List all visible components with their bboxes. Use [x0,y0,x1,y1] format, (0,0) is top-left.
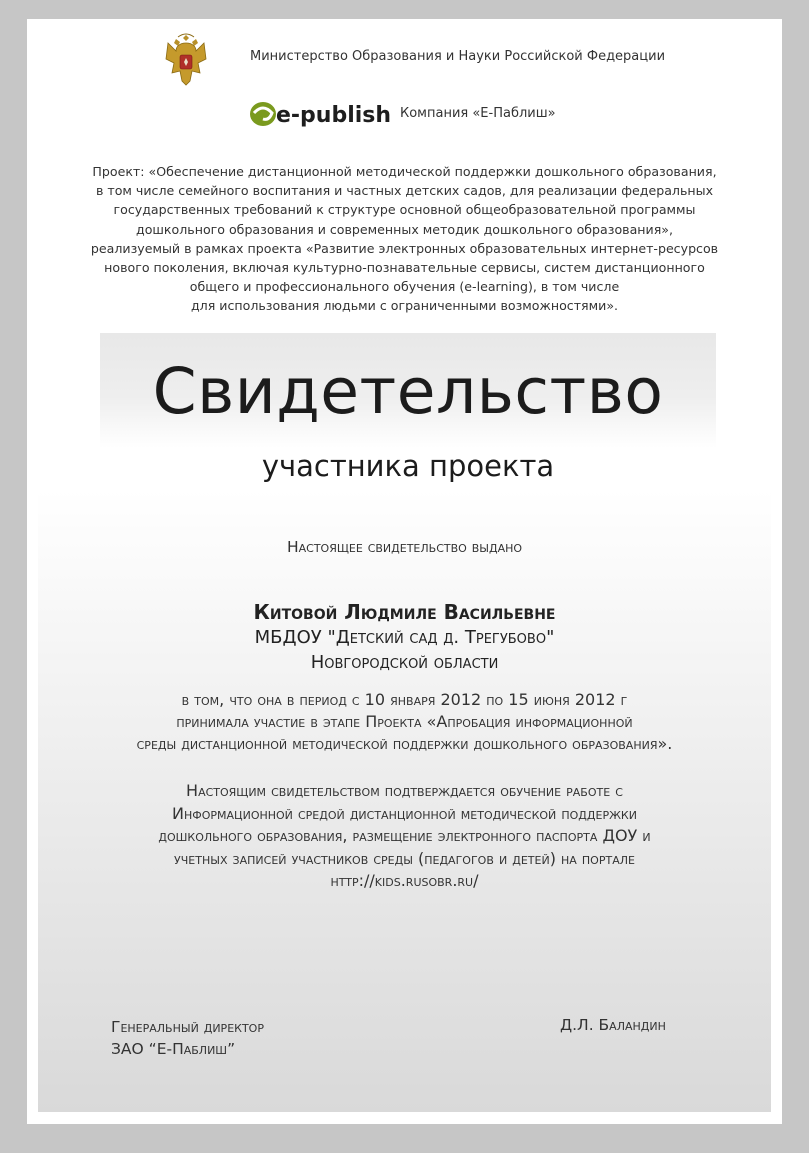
signatory-name: Д.Л. Баландин [560,1016,666,1034]
body-line: среды дистанционной методической поддержки дошкольного образования». [136,734,673,753]
recipient-block [0,600,809,675]
body-line: учетных записей участников среды (педагогов и детей) на портале [174,848,635,868]
project-line: общего и профессионального обучения (e-learning), в том числе [189,279,620,295]
recipient-region: Новгородской области [310,652,499,673]
certificate-subtitle: участника проекта [261,449,555,483]
body-line: Информационной средой дистанционной методической поддержки [172,803,637,823]
project-line: Проект: «Обеспечение дистанционной методической поддержки дошкольного образования, [92,164,717,179]
e-publish-logo [248,97,392,129]
body-line: дошкольного образования, размещение электронного паспорта ДОУ и [158,826,651,845]
company-line: ЗАО “Е-Паблиш” [111,1040,236,1058]
issued-to-label: Настоящее свидетельство выдано [286,538,523,556]
recipient-organization: МБДОУ "Детский сад д. Трегубово" [254,627,555,648]
confirmation-text [0,780,809,893]
logo-text: e-publish [276,103,392,128]
company-name: Компания «Е-Паблиш» [400,106,556,121]
portal-url: http://kids.rusobr.ru/ [330,871,479,890]
recipient-name: Китовой Людмиле Васильевне [253,600,556,624]
certificate-title: Свидетельство [152,355,664,428]
body-line: Настоящим свидетельством подтверждается обучение работе с [186,781,623,800]
body-line: принимала участие в этапе Проекта «Апробация информационной [176,712,633,731]
coat-of-arms-emblem [164,31,208,89]
project-line: дошкольного образования и современных методик дошкольного образования», [135,221,673,237]
body-line: в том, что она в период с 10 января 2012 по 15 июня 2012 г [181,690,628,709]
project-line: реализуемый в рамках проекта «Развитие электронных образовательных интернет-ресурсов [90,240,719,256]
project-description [60,162,749,316]
project-line: в том числе семейного воспитания и частных детских садов, для реализации федеральных [95,183,714,199]
project-line: для использования людьми с ограниченными возможностями». [190,298,619,314]
project-line: государственных требований к структуре основной общеобразовательной программы [113,202,696,218]
signatory-position [111,1016,264,1060]
position-line: Генеральный директор [111,1018,264,1036]
project-line: нового поколения, включая культурно-познавательные сервисы, систем дистанционного [104,260,705,276]
participation-text [0,689,809,755]
ministry-name: Министерство Образования и Науки Российской Федерации [250,49,666,64]
